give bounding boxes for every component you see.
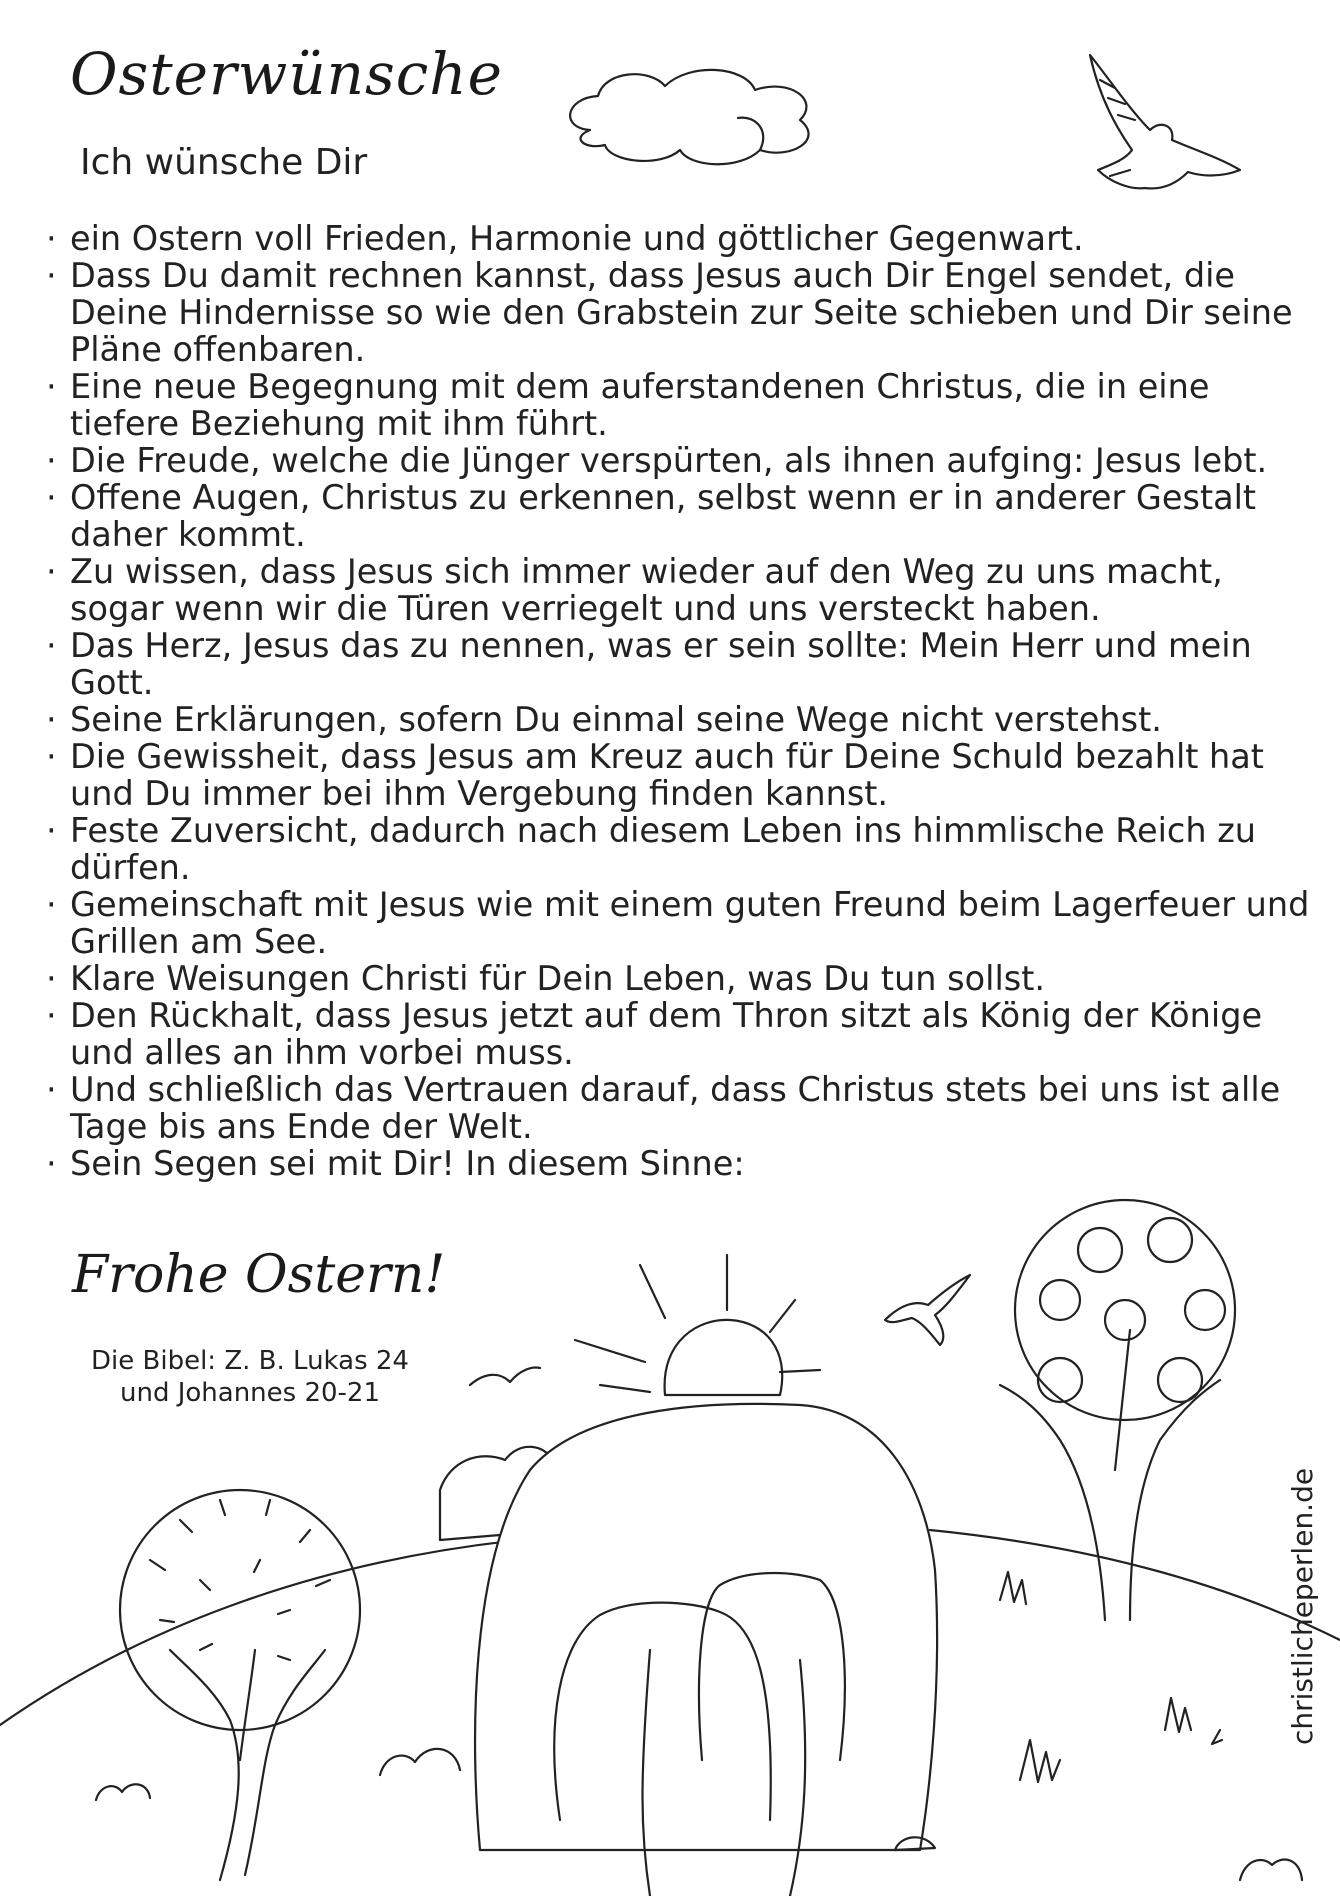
wish-item bbox=[46, 1071, 1316, 1145]
eagle-illustration bbox=[1090, 55, 1240, 188]
bullet-marker: · bbox=[46, 441, 57, 480]
bullet-marker: · bbox=[46, 219, 57, 258]
wish-item bbox=[46, 701, 1316, 738]
wish-text: Sein Segen sei mit Dir! In diesem Sinne: bbox=[70, 1144, 745, 1183]
wish-item bbox=[46, 368, 1316, 442]
bullet-marker: · bbox=[46, 256, 57, 295]
sun-illustration bbox=[575, 1255, 820, 1395]
tomb-illustration bbox=[440, 1404, 937, 1896]
page-title: Osterwünsche bbox=[70, 40, 503, 108]
bullet-marker: · bbox=[46, 811, 57, 850]
bullet-marker: · bbox=[46, 885, 57, 924]
wish-item bbox=[46, 1145, 1316, 1182]
bullet-marker: · bbox=[46, 700, 57, 739]
wish-item bbox=[46, 886, 1316, 960]
bible-reference bbox=[60, 1345, 440, 1409]
reference-line-1: Die Bibel: Z. B. Lukas 24 bbox=[91, 1346, 409, 1376]
wish-text: Gemeinschaft mit Jesus wie mit einem guten Freund beim Lagerfeuer und Grillen am See. bbox=[70, 885, 1310, 961]
website-watermark: christlicheperlen.de bbox=[1286, 1467, 1319, 1745]
bullet-marker: · bbox=[46, 996, 57, 1035]
wish-item bbox=[46, 627, 1316, 701]
bullet-marker: · bbox=[46, 478, 57, 517]
wish-text: Eine neue Begegnung mit dem auferstandenen Christus, die in eine tiefere Beziehung mit ihm führt. bbox=[70, 367, 1210, 443]
wish-item bbox=[46, 257, 1316, 368]
wish-text: Die Freude, welche die Jünger verspürten, als ihnen aufging: Jesus lebt. bbox=[70, 441, 1268, 480]
closing-greeting: Frohe Ostern! bbox=[72, 1245, 446, 1305]
reference-line-2: und Johannes 20-21 bbox=[119, 1378, 381, 1408]
wish-item bbox=[46, 997, 1316, 1071]
wish-text: Feste Zuversicht, dadurch nach diesem Leben ins himmlische Reich zu dürfen. bbox=[70, 811, 1257, 887]
wish-text: Und schließlich das Vertrauen darauf, dass Christus stets bei uns ist alle Tage bis ans Ende der Welt. bbox=[70, 1070, 1281, 1146]
wish-text: Klare Weisungen Christi für Dein Leben, was Du tun sollst. bbox=[70, 959, 1045, 998]
left-tree-illustration bbox=[120, 1490, 360, 1880]
bullet-marker: · bbox=[46, 1144, 57, 1183]
wish-text: ein Ostern voll Frieden, Harmonie und göttlicher Gegenwart. bbox=[70, 219, 1084, 258]
bullet-marker: · bbox=[46, 552, 57, 591]
wish-item bbox=[46, 553, 1316, 627]
wish-text: Das Herz, Jesus das zu nennen, was er sein sollte: Mein Herr und mein Gott. bbox=[70, 626, 1252, 702]
wish-item bbox=[46, 960, 1316, 997]
bullet-marker: · bbox=[46, 626, 57, 665]
right-tree-illustration bbox=[1000, 1200, 1235, 1620]
hill-line-right bbox=[930, 1530, 1340, 1640]
wish-text: Dass Du damit rechnen kannst, dass Jesus auch Dir Engel sendet, die Deine Hindernisse so wie den Grabstein zur Seite schieben und Dir seine Pläne offenbaren. bbox=[70, 256, 1293, 369]
wish-item bbox=[46, 220, 1316, 257]
bullet-marker: · bbox=[46, 737, 57, 776]
bullet-marker: · bbox=[46, 367, 57, 406]
hill-line-left bbox=[0, 1540, 520, 1725]
wish-text: Offene Augen, Christus zu erkennen, selbst wenn er in anderer Gestalt daher kommt. bbox=[70, 478, 1257, 554]
wish-item bbox=[46, 479, 1316, 553]
wish-text: Zu wissen, dass Jesus sich immer wieder auf den Weg zu uns macht, sogar wenn wir die Türen verriegelt und uns versteckt haben. bbox=[70, 552, 1223, 628]
wishes-list bbox=[46, 220, 1316, 1182]
wish-item bbox=[46, 442, 1316, 479]
intro-text: Ich wünsche Dir bbox=[80, 142, 368, 183]
grass-illustrations bbox=[1000, 1572, 1222, 1782]
wish-item bbox=[46, 738, 1316, 812]
wish-text: Die Gewissheit, dass Jesus am Kreuz auch für Deine Schuld bezahlt hat und Du immer bei ihm Vergebung finden kannst. bbox=[70, 737, 1264, 813]
wish-item bbox=[46, 812, 1316, 886]
wish-text: Seine Erklärungen, sofern Du einmal seine Wege nicht verstehst. bbox=[70, 700, 1162, 739]
wish-text: Den Rückhalt, dass Jesus jetzt auf dem Thron sitzt als König der Könige und alles an ihm vorbei muss. bbox=[70, 996, 1263, 1072]
bullet-marker: · bbox=[46, 959, 57, 998]
bullet-marker: · bbox=[46, 1070, 57, 1109]
cloud-illustration bbox=[570, 70, 808, 164]
